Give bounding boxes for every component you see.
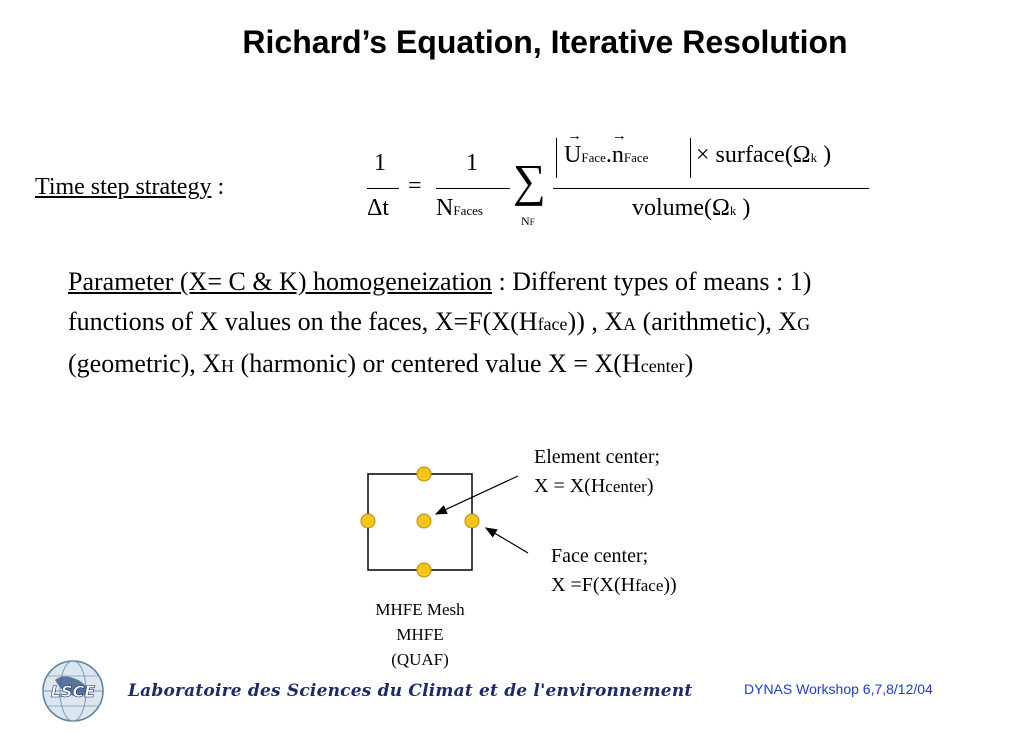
k-subscript: k [810,150,818,165]
svg-text:LSCE: LSCE [50,682,96,701]
time-step-text: Time step strategy [35,174,212,200]
paragraph-text-3: (arithmetic), X [636,306,798,336]
n-letter: N [436,195,454,221]
lhs-denominator: Δt [367,195,390,221]
face-center-line1: Face center; [551,545,649,567]
element-center-line2 [534,472,660,501]
paragraph-heading: Parameter (X= C & K) homogeneization [68,267,493,296]
u-letter: U [564,142,582,168]
mesh-caption-line3: (QUAF) [391,650,449,669]
paragraph-text-6: ) [684,349,694,378]
element-center-line1: Element center; [534,446,661,468]
lsce-logo-globe [43,661,103,721]
paragraph-text-2: )) , X [567,306,624,336]
surface-text: × surface(Ω [696,142,811,168]
face-node-top [417,467,431,481]
equals-sign: = [408,173,422,199]
g-sub: G [797,313,811,334]
center-sub: center [640,356,685,376]
face-center-sub: face [635,576,664,595]
n-vector: → n [611,128,627,168]
paragraph-text-1: : Different types of means : 1) functions of X values on the faces, X=F(X(H [68,267,812,336]
element-center-close: ) [646,475,654,497]
face-center-label [551,542,677,600]
volume-close: ) [736,195,751,221]
element-center-label [534,443,660,501]
time-step-colon: : [211,174,225,200]
element-center-expr: X = X(H [534,475,606,497]
face-center-close: )) [663,574,677,596]
face-center-arrow [486,528,528,553]
dot-product: . [605,142,612,168]
sum-symbol: ∑ [513,155,546,206]
u-vector: → U [564,128,582,168]
paragraph-text-4: (geometric), X [68,349,222,378]
face-center-expr: X =F(X(H [551,574,636,596]
face-sub: face [537,313,568,334]
element-center-node [417,514,431,528]
face-node-left [361,514,375,528]
h-sub: H [221,356,235,376]
faces-subscript: Faces [453,203,483,218]
paragraph-text-5: (harmonic) or centered value X = X(H [234,349,641,378]
vk-subscript: k [729,203,737,218]
face-center-line2 [551,571,677,600]
mesh-caption [345,597,495,672]
face-node-right [465,514,479,528]
face-node-bottom [417,563,431,577]
slide-title: Richard’s Equation, Iterative Resolution [242,24,848,60]
sum-sub-n: N [521,214,530,228]
n-subscript: Face [623,150,649,165]
n-vec-letter: n [611,142,624,168]
mesh-caption-line2: MHFE [396,625,444,644]
footer-event: DYNAS Workshop 6,7,8/12/04 [744,681,933,697]
coef-numerator: 1 [466,150,478,176]
sum-sub-f: F [529,217,535,227]
surface-close: ) [817,142,832,168]
volume-text: volume(Ω [632,195,730,221]
a-sub: A [623,313,637,334]
mesh-caption-line1: MHFE Mesh [375,600,465,619]
u-subscript: Face [581,150,606,165]
element-center-sub: center [605,477,647,496]
lab-name: Laboratoire des Sciences du Climat et de l'environnement [128,681,693,701]
lhs-numerator: 1 [374,150,386,176]
element-center-arrow [436,476,518,514]
